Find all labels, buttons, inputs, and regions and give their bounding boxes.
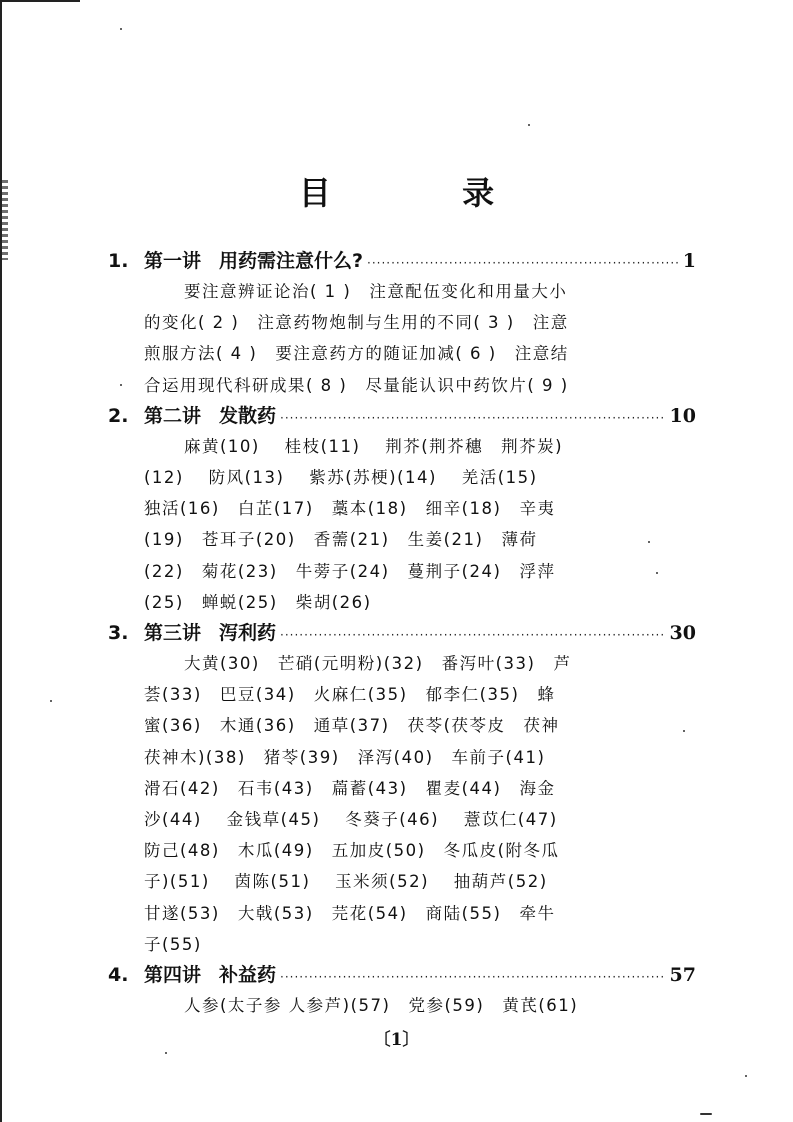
entry-line: 子(55) [144,934,202,954]
chapter-topic: 补益药 [219,964,277,987]
chapter-title [144,246,363,276]
dot-leader [280,620,666,650]
entry-line [144,648,614,679]
chapter-number: 3. [108,622,129,645]
toc-chapter-1 [108,246,696,401]
toc-heading-row[interactable] [108,246,696,276]
entry-line [144,990,614,1021]
entry-line: (12) 防风(13) 紫苏(苏梗)(14) 羌活(15) [144,468,538,488]
chapter-number: 4. [108,964,129,987]
chapter-number: 1. [108,250,129,272]
scan-speck [120,384,122,386]
dot-leader [280,962,666,992]
scan-speck [683,730,685,732]
chapter-page-number: 10 [669,404,696,427]
page-title: 目 录 [298,174,555,212]
chapter-topic: 用药需注意什么? [219,250,364,272]
chapter-number: 2. [108,404,129,427]
entry-text: 人参(太子参 人参芦)(57) 党参(59) 黄芪(61) [184,996,579,1016]
scan-speck [528,124,530,126]
chapter-page-number: 57 [669,964,696,987]
lecture-label: 第一讲 [144,250,202,272]
chapter-title [144,960,276,990]
entry-line: (19) 苍耳子(20) 香薷(21) 生姜(21) 薄荷 [144,530,538,550]
entry-text: 要注意辨证论治( 1 ) 注意配伍变化和用量大小 [184,282,568,301]
chapter-page-number: 1 [682,250,696,272]
entry-line: 蜜(36) 木通(36) 通草(37) 茯苓(茯苓皮 茯神 [144,716,560,736]
scan-speck [656,572,658,574]
chapter-page-number: 30 [669,622,696,645]
chapter-topic: 发散药 [219,404,277,427]
entry-line: 合运用现代科研成果( 8 ) 尽量能认识中药饮片( 9 ) [144,375,569,395]
lecture-label: 第二讲 [144,404,202,427]
entry-text: 大黄(30) 芒硝(元明粉)(32) 番泻叶(33) 芦 [184,654,572,674]
chapter-title [144,401,276,431]
page-number-footer: 〔1〕 [373,1030,420,1050]
entry-line: 防己(48) 木瓜(49) 五加皮(50) 冬瓜皮(附冬瓜 [144,841,560,861]
scan-speck [165,1052,167,1054]
scan-speck [745,1075,747,1077]
dot-leader [280,403,666,433]
dot-leader [367,248,679,278]
lecture-label: 第三讲 [144,622,202,645]
table-of-contents [108,246,696,1021]
scan-speck [120,28,122,30]
entry-text: 麻黄(10) 桂枝(11) 荆芥(荆芥穗 荆芥炭) [184,436,564,456]
toc-heading-row[interactable] [108,401,696,431]
entry-line: (22) 菊花(23) 牛蒡子(24) 蔓荆子(24) 浮萍 [144,561,556,581]
toc-heading-row[interactable] [108,960,696,990]
entry-line: 沙(44) 金钱草(45) 冬葵子(46) 薏苡仁(47) [144,810,558,830]
scan-speck [700,1113,712,1115]
entry-line: 子)(51) 茵陈(51) 玉米须(52) 抽葫芦(52) [144,872,548,892]
toc-entries [144,431,614,618]
entry-line: 茯神木)(38) 猪苓(39) 泽泻(40) 车前子(41) [144,747,546,767]
toc-entries [144,648,614,960]
toc-entries [144,276,614,401]
entry-line [144,276,614,307]
toc-chapter-4 [108,960,696,1021]
entry-line: 独活(16) 白芷(17) 藁本(18) 细辛(18) 辛夷 [144,499,556,519]
entry-line: (25) 蝉蜕(25) 柴胡(26) [144,592,372,612]
entry-line: 煎服方法( 4 ) 要注意药方的随证加减( 6 ) 注意结 [144,344,569,364]
chapter-topic: 泻利药 [219,622,277,645]
lecture-label: 第四讲 [144,964,202,987]
toc-heading-row[interactable] [108,618,696,648]
entry-line: 甘遂(53) 大戟(53) 芫花(54) 商陆(55) 牵牛 [144,903,556,923]
toc-chapter-3 [108,618,696,960]
entry-line: 的变化( 2 ) 注意药物炮制与生用的不同( 3 ) 注意 [144,313,569,333]
entry-line [144,431,614,462]
chapter-title [144,618,276,648]
scan-speck [50,700,52,702]
toc-chapter-2 [108,401,696,618]
entry-line: 滑石(42) 石韦(43) 萹蓄(43) 瞿麦(44) 海金 [144,778,556,798]
scan-speck [648,541,650,543]
toc-entries [144,990,614,1021]
scan-border-top [0,0,80,2]
entry-line: 荟(33) 巴豆(34) 火麻仁(35) 郁李仁(35) 蜂 [144,685,556,705]
